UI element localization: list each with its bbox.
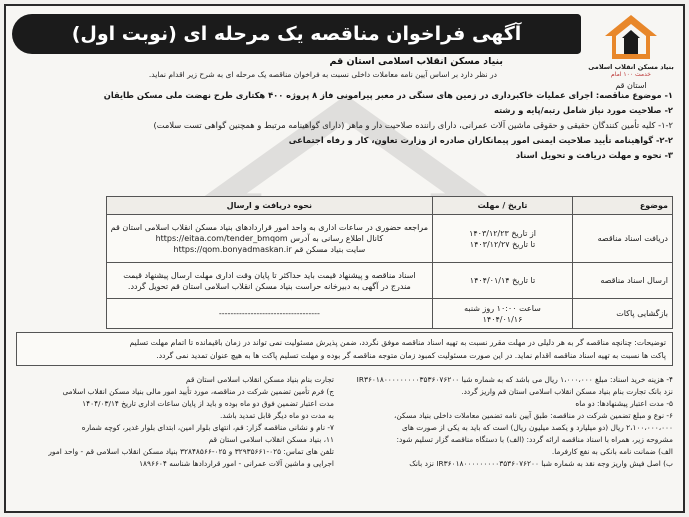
logo-caption: بنیاد مسکن انقلاب اسلامی xyxy=(588,63,674,71)
row-subject: ارسال اسناد مناقصه xyxy=(573,263,673,299)
note-line: پاکت ها نسبت به تهیه اسناد مناقصه اقدام نماید. در این صورت مسئولیت کمبود زمان متوجه مناقصه گر بوده و مهلت تسلیم پاکت ها به هیچ عنوان تمدید نمی گردد. xyxy=(156,351,666,360)
terms-left-column xyxy=(16,374,334,510)
row-method-line: مراجعه حضوری در ساعات اداری به واحد امور قراردادهای بنیاد مسکن انقلاب اسلامی استان قم xyxy=(110,223,428,232)
terms-line: اجرایی و ماشین آلات عمرانی - امور قراردادها شناسه ۱۸۹۶۶۰۴ xyxy=(139,459,334,468)
terms-line: مدت اعتبار تضمین فوق دو ماه بوده و باید از پایان ساعات اداری تاریخ ۱۴۰۴/۰۳/۱۴ xyxy=(82,399,334,408)
explanation-box xyxy=(16,332,673,366)
terms-right-column xyxy=(347,374,673,510)
header-method: نحوه دریافت و ارسال xyxy=(106,197,432,215)
header-subject: موضوع xyxy=(573,197,673,215)
notice-items xyxy=(14,88,673,163)
schedule-table xyxy=(106,196,673,329)
row-date-day: ۱۴۰۴/۰۱/۱۶ xyxy=(482,314,523,324)
terms-line: ج) فرم تأمین تضمین شرکت در مناقصه، مورد تأیید امور مالی بنیاد مسکن انقلاب اسلامی xyxy=(62,387,334,396)
note-line: توضیحات: چنانچه مناقصه گر به هر دلیلی در مهلت مقرر نسبت به تهیه اسناد مناقصه موفق نگردد، ضمن پذیرش مسئولیت نمی تواند در زمان باقیمانده تا اتمام مهلت تسلیم xyxy=(129,338,666,347)
row-method xyxy=(106,215,432,263)
terms-line: ۶- نوع و مبلغ تضمین شرکت در مناقصه: طبق آیین نامه تضمین معاملات داخلی بنیاد مسکن، xyxy=(393,411,673,420)
row-subject: دریافت اسناد مناقصه xyxy=(573,215,673,263)
table-row xyxy=(106,263,672,299)
item-qualification-1: ۱-۲- کلیه تأمین کنندگان حقیقی و حقوقی ماشین آلات عمرانی، دارای راننده صلاحیت دار و ماهر (دارای گواهینامه مرتبط و همچنین گواهی تست سلامت) xyxy=(153,120,673,130)
eitaa-link[interactable]: کانال اطلاع رسانی به آدرس https://eitaa.com/tender_bmqom xyxy=(155,234,384,243)
logo-province: استان قم xyxy=(615,81,647,90)
row-method-line: اسناد مناقصه و پیشنهاد قیمت باید حداکثر تا پایان وقت اداری مهلت ارسال پیشنهاد قیمت xyxy=(123,270,416,280)
terms-line: نزد بانک تجارت بنام بنیاد مسکن انقلاب اسلامی استان قم واریز گردد. xyxy=(461,387,673,396)
row-subject: بازگشایی پاکات xyxy=(573,299,673,329)
terms-line: الف) ضمانت نامه بانکی به نفع کارفرما. xyxy=(551,447,673,456)
terms-line: مشروحه زیر، همراه با اسناد مناقصه ارائه گردد: (الف) با دستگاه مناقصه گزار تسلیم شود: xyxy=(396,435,673,444)
row-date-until: تا تاریخ ۱۴۰۴/۰۱/۱۴ xyxy=(469,276,536,285)
house-logo-icon xyxy=(602,12,660,62)
row-method-line: مندرج در آگهی به دبیرخانه حراست بنیاد مسکن انقلاب اسلامی استان قم تحویل گردد. xyxy=(127,281,411,291)
table-header-row xyxy=(106,197,672,215)
header-date: تاریخ / مهلت xyxy=(433,197,573,215)
row-date xyxy=(433,215,573,263)
item-subject: ۱- موضوع مناقصه: اجرای عملیات خاکبرداری در زمین های سنگی در معبر پیرامونی فاز ۸ پروژه ۴۰۰ هکتاری طرح نهضت ملی مسکن طایقان xyxy=(103,90,673,100)
row-method xyxy=(106,299,432,329)
terms-line: ۵- مدت اعتبار پیشنهادها: دو ماه xyxy=(575,399,673,408)
table-row xyxy=(106,215,672,263)
row-date-to: تا تاریخ ۱۴۰۳/۱۲/۲۷ xyxy=(469,239,536,249)
item-qualification: ۲- صلاحیت مورد نیاز شامل رتبه/پایه و رشته xyxy=(493,105,673,115)
terms-line: به مدت دو ماه دیگر قابل تمدید باشد. xyxy=(219,411,334,420)
terms-line: تلفن های تماس: ۰۲۵-۳۲۹۳۵۶۶۱ و ۰۲۵-۳۲۸۴۸۵۶۶ بنیاد مسکن انقلاب اسلامی قم - واحد امور xyxy=(48,447,334,456)
terms-line: ۴- هزینه خرید اسناد: مبلغ ۱،۰۰۰،۰۰۰ ریال می باشد که به شماره شبا IR۳۶۰۱۸۰۰۰۰۰۰۰۰۰۳۵۳۶۰۷۶۲۰۰ xyxy=(356,375,673,384)
row-date-from: از تاریخ ۱۴۰۳/۱۲/۲۳ xyxy=(469,228,536,238)
website-link[interactable]: سایت بنیاد مسکن قم https://qom.bonyadmaskan.ir xyxy=(173,245,366,254)
tender-notice xyxy=(4,4,685,513)
terms-line: تجارت بنام بنیاد مسکن انقلاب اسلامی استان قم xyxy=(185,375,334,384)
item-qualification-2: ۲-۲- گواهینامه تأیید صلاحیت ایمنی امور پیمانکاران صادره از وزارت تعاون، کار و رفاه اجتماعی xyxy=(288,135,673,145)
item-schedule: ۳- نحوه و مهلت دریافت و تحویل اسناد xyxy=(515,150,673,160)
terms-line: ب) اصل فیش واریز وجه نقد به شماره شبا IR۳۶۰۱۸۰۰۰۰۰۰۰۰۰۳۵۳۶۰۷۶۲۰۰ نزد بانک xyxy=(409,459,673,468)
row-date xyxy=(433,299,573,329)
terms-line: ۱۱، بنیاد مسکن انقلاب اسلامی استان قم xyxy=(208,435,334,444)
organization-name: بنیاد مسکن انقلاب اسلامی استان قم xyxy=(329,56,503,67)
row-method-empty: ----------------------------------- xyxy=(218,309,320,318)
row-date xyxy=(433,263,573,299)
terms-line: ۲،۱۰۰،۰۰۰،۰۰۰ ریال (دو میلیارد و یکصد میلیون ریال) است که باید به یکی از صورت های xyxy=(401,423,673,432)
terms-columns xyxy=(16,374,673,510)
terms-line: ۷- نام و نشانی مناقصه گزار: قم، انتهای بلوار امین، ابتدای بلوار غدیر، کوچه شماره xyxy=(81,423,334,432)
row-method xyxy=(106,263,432,299)
logo-subcaption: خدمت ۱۰۰ امام xyxy=(611,71,651,78)
page-title: آگهی فراخوان مناقصه یک مرحله ای (نوبت اول) xyxy=(12,14,581,54)
intro-text: در نظر دارد بر اساس آیین نامه معاملات داخلی نسبت به فراخوان مناقصه یک مرحله ای به شرح زیر اقدام نماید. xyxy=(148,70,497,79)
table-row xyxy=(106,299,672,329)
row-date-time: ساعت ۱۰:۰۰ روز شنبه xyxy=(464,303,541,313)
